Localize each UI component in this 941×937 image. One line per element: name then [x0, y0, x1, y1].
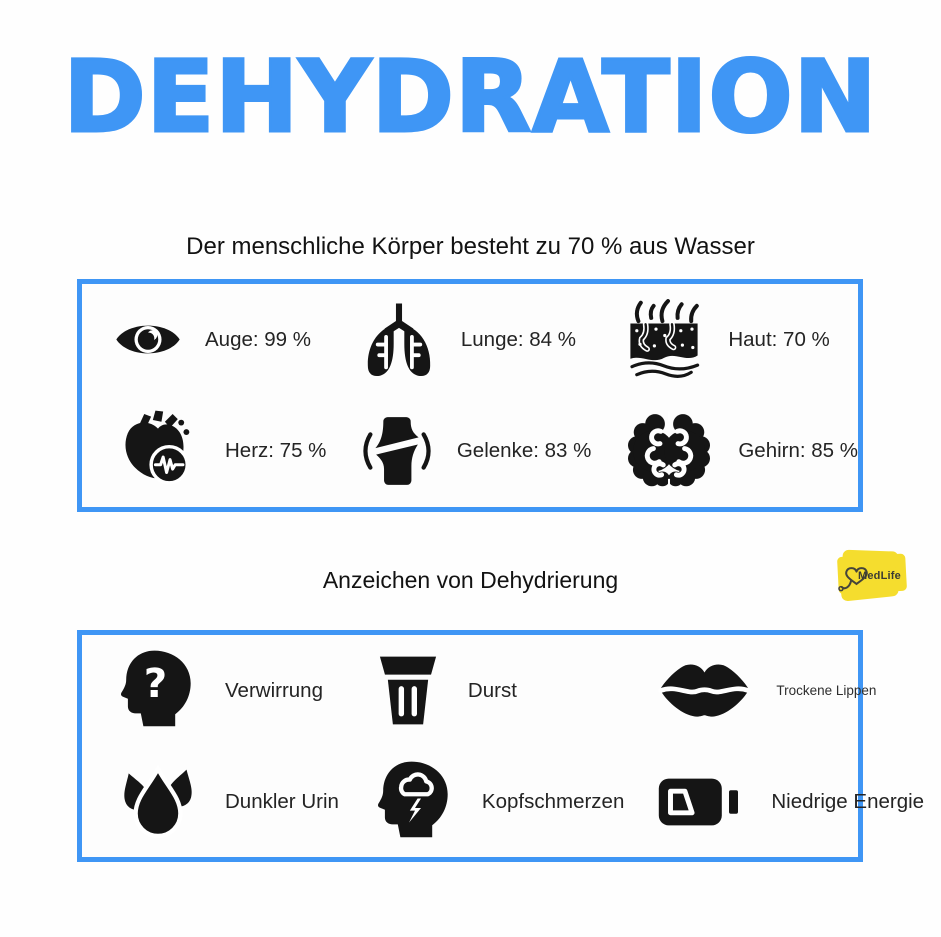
eye-icon	[115, 316, 181, 363]
sign-label: Niedrige Energie	[771, 789, 925, 813]
stat-item-joints	[328, 396, 591, 508]
lips-icon	[657, 659, 752, 722]
stat-item-brain	[591, 396, 858, 508]
stat-item-heart	[82, 396, 328, 508]
sign-item-thirst	[339, 635, 624, 746]
brain-icon	[624, 410, 714, 492]
page-title: DEHYDRATION	[63, 40, 878, 155]
stat-item-eye	[82, 284, 328, 396]
glass-icon	[372, 644, 444, 737]
stat-label: Gelenke: 83 %	[456, 439, 592, 463]
sign-item-low-energy	[624, 746, 924, 857]
stat-label: Auge: 99 %	[205, 327, 311, 351]
signs-heading: Anzeichen von Dehydrierung	[322, 567, 619, 593]
stat-label: Gehirn: 85 %	[738, 439, 858, 463]
joint-icon	[361, 405, 433, 497]
sign-label: Trockene Lippen	[776, 683, 877, 698]
sign-item-headache	[339, 746, 624, 857]
sign-item-dark-urine	[82, 746, 339, 857]
logo-text: MedLife	[858, 570, 901, 582]
sign-item-confusion	[82, 635, 339, 746]
signs-panel	[77, 630, 925, 862]
stat-item-skin	[591, 284, 858, 396]
low-battery-icon	[657, 772, 747, 832]
lungs-icon	[361, 294, 437, 386]
sign-label: Dunkler Urin	[225, 789, 339, 813]
medlife-logo	[833, 546, 911, 608]
headache-head-icon	[372, 754, 458, 850]
stat-label: Herz: 75 %	[225, 439, 327, 463]
sign-label: Durst	[467, 678, 517, 702]
sign-item-dry-lips	[624, 635, 924, 746]
sign-label: Verwirrung	[225, 678, 323, 702]
body-water-panel	[77, 279, 863, 512]
stat-item-lungs	[328, 284, 591, 396]
water-drops-icon	[115, 755, 201, 848]
heart-icon	[115, 408, 201, 494]
body-water-heading: Der menschliche Körper besteht zu 70 % aus Wasser	[186, 233, 755, 260]
stat-label: Lunge: 84 %	[460, 327, 576, 351]
skin-icon	[624, 298, 704, 381]
confused-head-icon	[115, 643, 201, 739]
sign-label: Kopfschmerzen	[481, 789, 625, 813]
stat-label: Haut: 70 %	[728, 327, 830, 351]
svg-text:?: ?	[143, 658, 168, 707]
